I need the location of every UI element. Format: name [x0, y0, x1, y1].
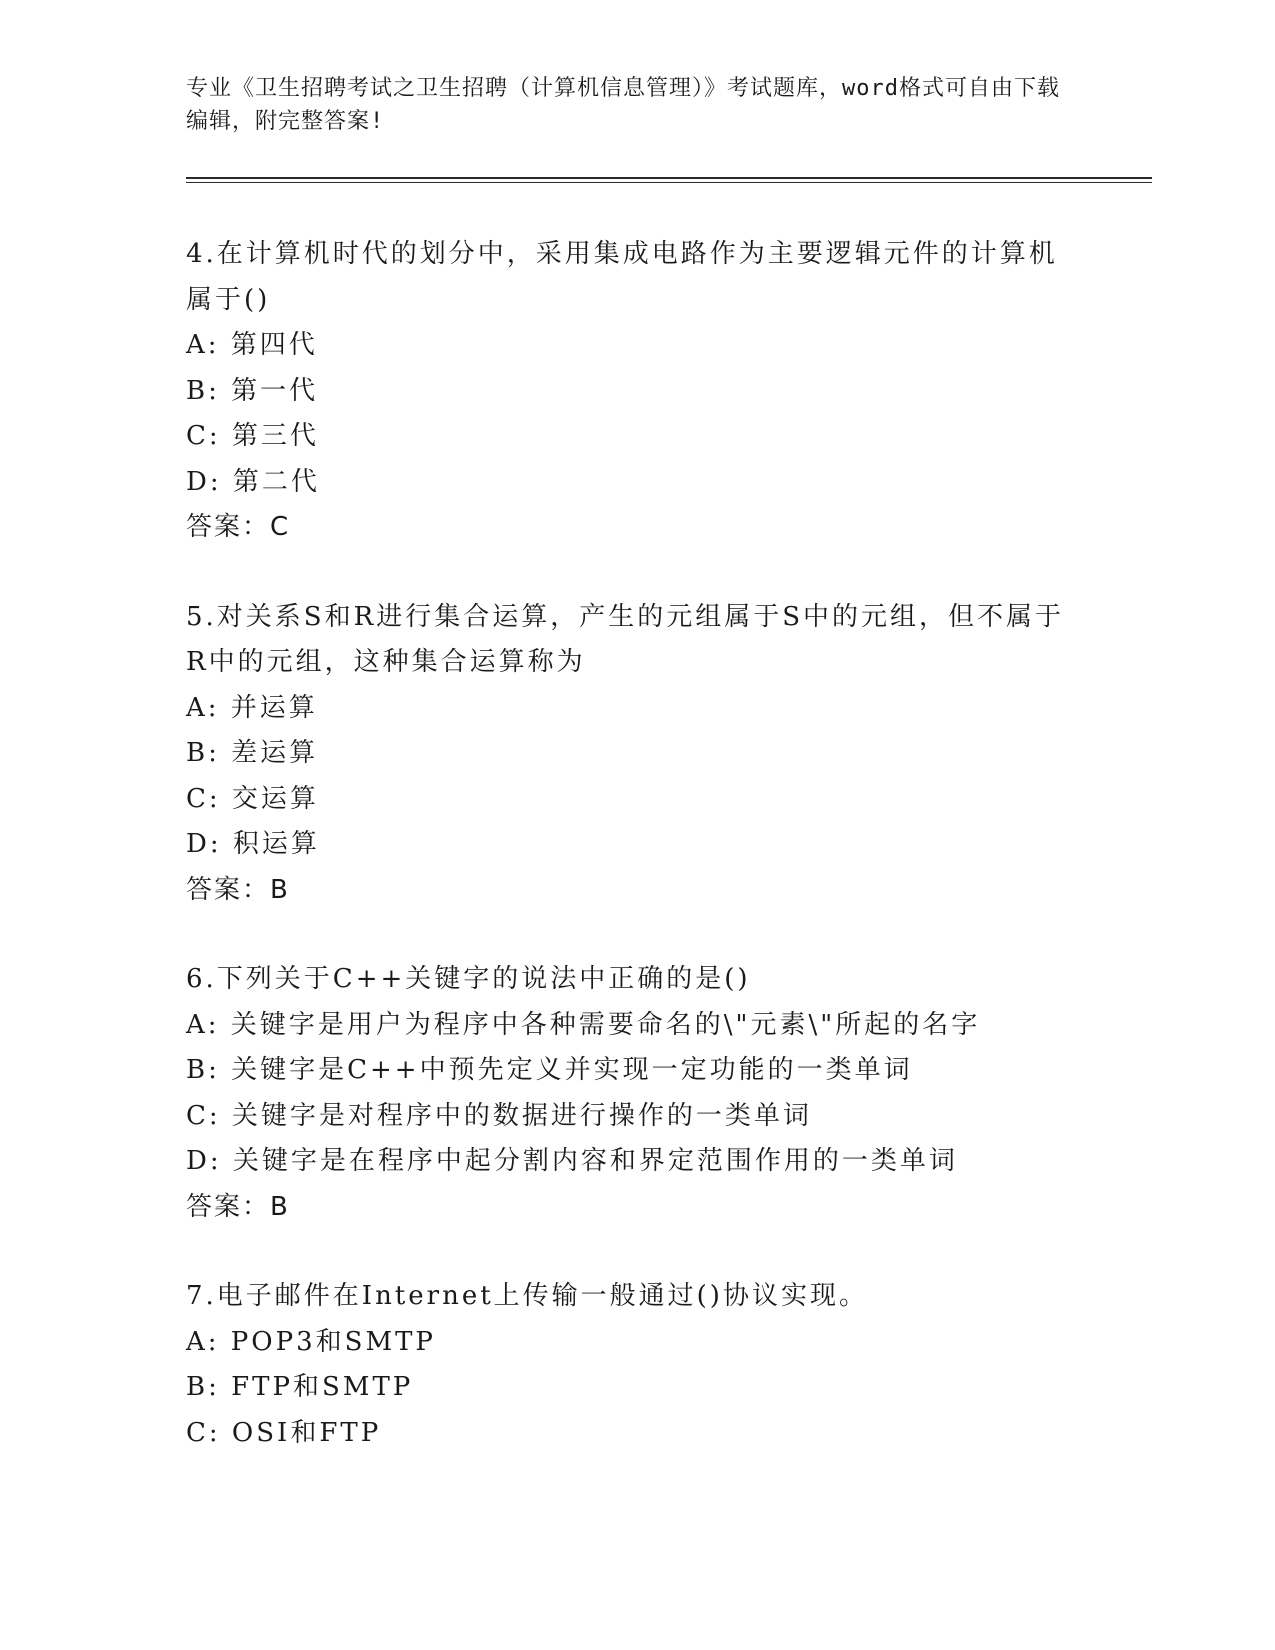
- option-b: B: 差运算: [186, 738, 319, 768]
- option-b: B: FTP和SMTP: [186, 1372, 414, 1402]
- question-7: [186, 1274, 1086, 1456]
- answer-line: 答案：C: [186, 512, 291, 542]
- option-c: C: 关键字是对程序中的数据进行操作的一类单词: [186, 1100, 812, 1131]
- header-divider-thin: [186, 182, 1152, 183]
- option-c: C: 第三代: [186, 421, 319, 451]
- question-stem: 4.在计算机时代的划分中，采用集成电路作为主要逻辑元件的计算机属于(): [186, 239, 1058, 315]
- question-6: [186, 957, 1086, 1230]
- option-d: D: 积运算: [186, 829, 320, 859]
- option-b: B: 第一代: [186, 375, 319, 406]
- option-a: A: 并运算: [186, 692, 318, 723]
- question-stem: 6.下列关于C++关键字的说法中正确的是(): [186, 964, 751, 994]
- header-divider-thick: [186, 177, 1152, 179]
- answer-line: 答案：B: [186, 874, 290, 905]
- option-a: A: 关键字是用户为程序中各种需要命名的\"元素\"所起的名字: [186, 1009, 981, 1040]
- question-5: [186, 595, 1086, 914]
- option-a: A: 第四代: [186, 330, 318, 360]
- option-c: C: 交运算: [186, 783, 319, 814]
- answer-line: 答案：B: [186, 1191, 290, 1222]
- option-c: C: OSI和FTP: [186, 1417, 382, 1448]
- question-stem: 7.电子邮件在Internet上传输一般通过()协议实现。: [186, 1281, 868, 1311]
- document-header-text: 专业《卫生招聘考试之卫生招聘（计算机信息管理）》考试题库，word格式可自由下载编辑，附完整答案!: [186, 76, 1060, 134]
- option-d: D: 关键字是在程序中起分割内容和界定范围作用的一类单词: [186, 1146, 958, 1176]
- option-d: D: 第二代: [186, 466, 320, 497]
- question-stem: 5.对关系S和R进行集合运算，产生的元组属于S中的元组，但不属于R中的元组，这种集合运算称为: [186, 601, 1065, 677]
- question-list: [186, 232, 1086, 1500]
- question-4: [186, 232, 1086, 551]
- option-a: A: POP3和SMTP: [186, 1326, 436, 1357]
- option-b: B: 关键字是C++中预先定义并实现一定功能的一类单词: [186, 1055, 913, 1085]
